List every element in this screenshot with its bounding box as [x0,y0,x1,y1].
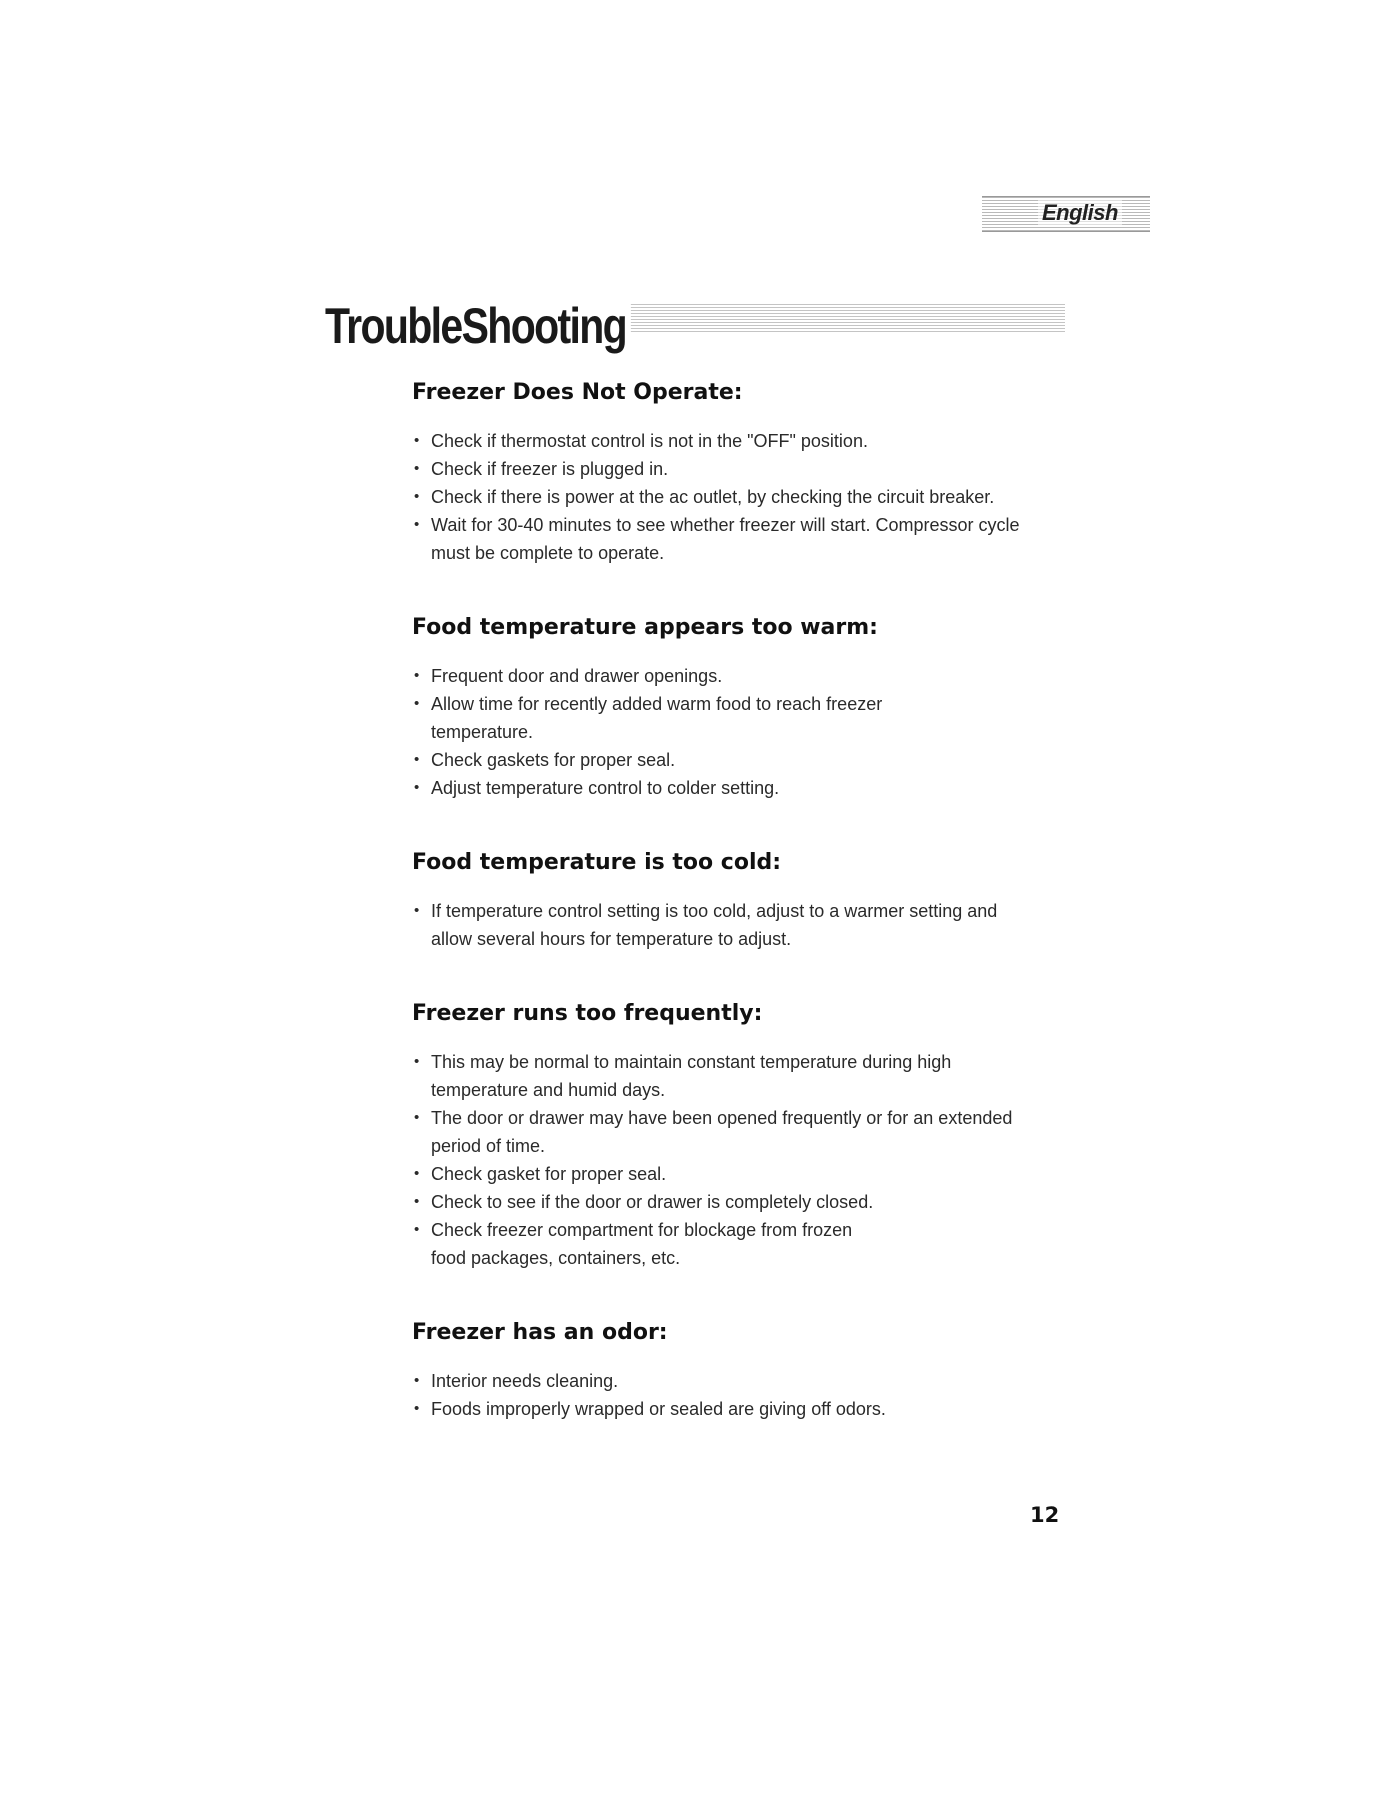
section-odor [412,1320,1062,1423]
list-item: • Interior needs cleaning. [412,1367,1062,1395]
section-heading: Freezer Does Not Operate: [412,380,743,405]
page-title: TroubleShooting [325,294,631,358]
list-item: • If temperature control setting is too cold, adjust to a warmer setting and allow several hours for temperature to adjust. [412,897,1031,953]
section-too-cold [412,850,1062,953]
section-heading: Freezer runs too frequently: [412,1001,763,1026]
bullet-list [412,662,1062,802]
section-heading: Food temperature is too cold: [412,850,782,875]
list-item: • Check if there is power at the ac outlet, by checking the circuit breaker. [412,483,1062,511]
language-tab [982,196,1150,232]
list-item: • Foods improperly wrapped or sealed are giving off odors. [412,1395,1062,1423]
list-item: • Check freezer compartment for blockage from frozen food packages, containers, etc. [412,1216,871,1272]
section-heading: Freezer has an odor: [412,1320,668,1345]
bullet-list [412,1367,1062,1423]
list-item: • Adjust temperature control to colder setting. [412,774,1062,802]
list-item: • Check to see if the door or drawer is completely closed. [412,1188,1062,1216]
title-bar [325,300,1065,360]
section-too-warm [412,615,1062,802]
list-item: • Frequent door and drawer openings. [412,662,1062,690]
section-freezer-does-not-operate [412,380,1062,567]
list-item: • Check if thermostat control is not in the "OFF" position. [412,427,1062,455]
list-item: • The door or drawer may have been opened frequently or for an extended period of time. [412,1104,1021,1160]
bullet-list [412,897,1062,953]
language-label: English [1038,200,1122,226]
page-number: 12 [1030,1503,1060,1527]
list-item: • Allow time for recently added warm food to reach freezer temperature. [412,690,901,746]
bullet-list [412,1048,1062,1272]
section-heading: Food temperature appears too warm: [412,615,878,640]
troubleshooting-content [412,380,1062,1471]
list-item: • Check if freezer is plugged in. [412,455,1062,483]
list-item: • Check gasket for proper seal. [412,1160,1062,1188]
bullet-list [412,427,1062,567]
list-item: • This may be normal to maintain constant temperature during high temperature and humid days. [412,1048,991,1104]
list-item: • Wait for 30-40 minutes to see whether freezer will start. Compressor cycle must be complete to operate. [412,511,1021,567]
list-item: • Check gaskets for proper seal. [412,746,1062,774]
section-runs-too-frequently [412,1001,1062,1272]
